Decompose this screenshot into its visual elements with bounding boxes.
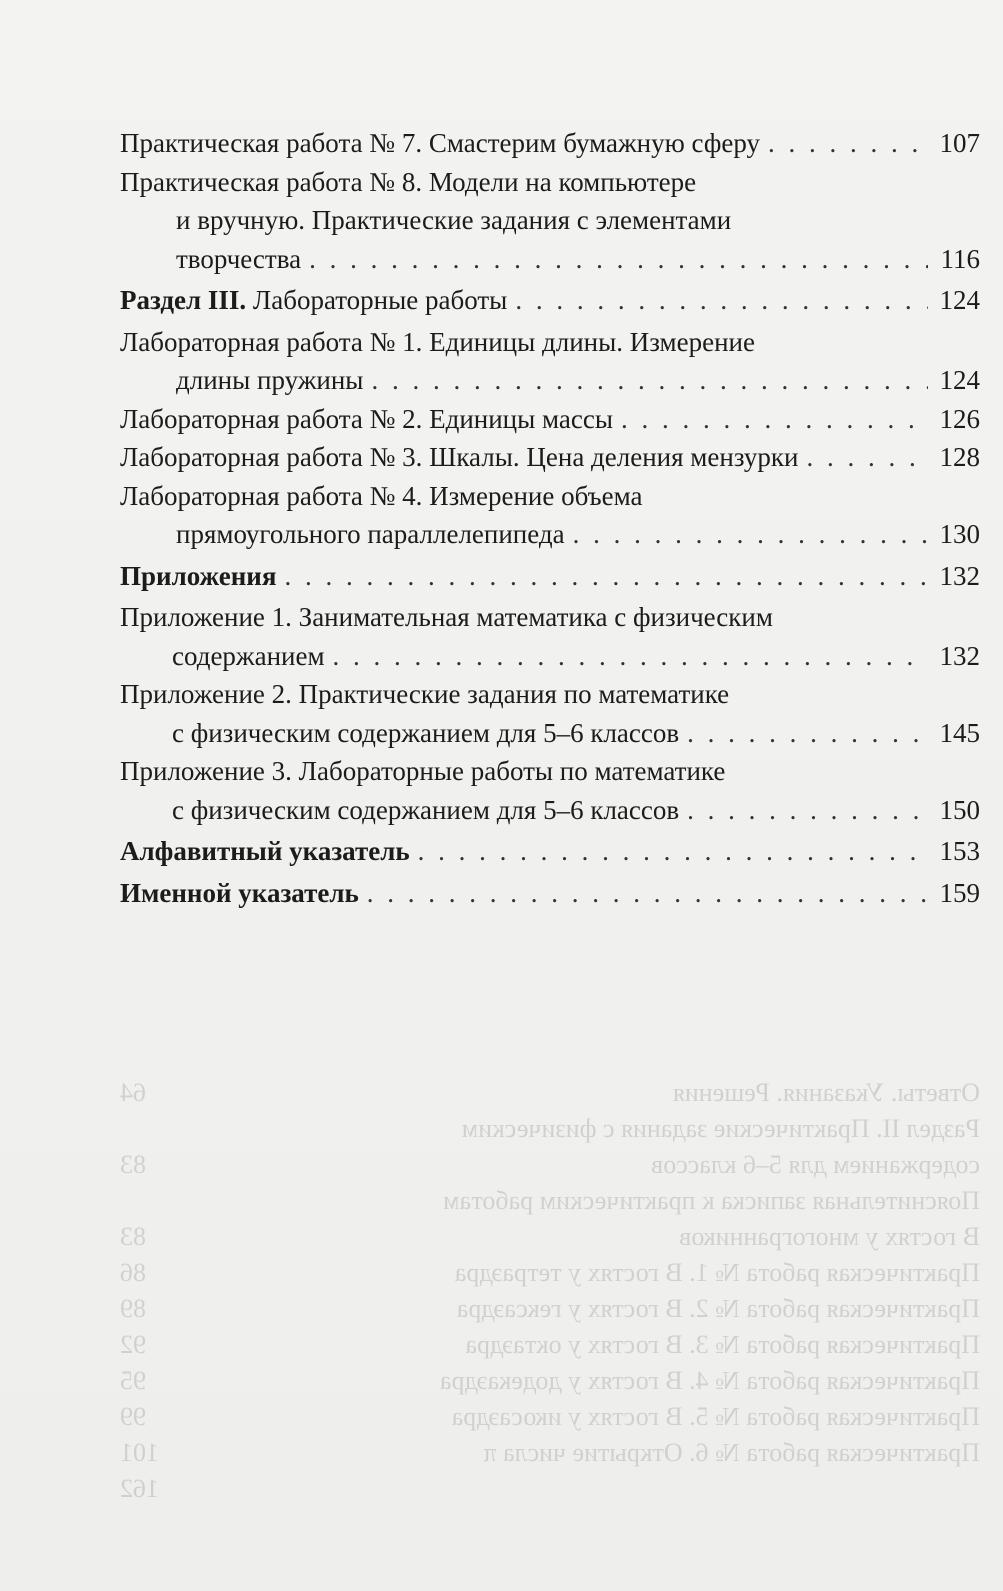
toc-entry-title: Лабораторная работа № 2. Единицы массы: [120, 403, 614, 434]
table-of-contents: [120, 124, 980, 912]
section-label: Раздел III.: [120, 285, 247, 315]
toc-entry-title: Лабораторная работа № 1. Единицы длины. Измерение: [120, 326, 755, 357]
toc-entry-section-3: [120, 281, 980, 320]
leader-dots: [768, 124, 928, 163]
toc-entry-lab-1: [120, 323, 980, 400]
toc-entry-lab-4: [120, 477, 980, 554]
toc-entry-title: Приложение 2. Практические задания по математике: [120, 679, 730, 709]
leader-dots: [309, 240, 928, 279]
leader-dots: [284, 557, 928, 596]
toc-entry-name-index: [120, 874, 980, 913]
ghost-line: содержанием для 5–6 классов 83: [120, 1150, 980, 1179]
section-title: Лабораторные работы: [246, 285, 508, 315]
toc-entry-title: Именной указатель: [120, 877, 359, 908]
toc-page-number: 124: [939, 365, 980, 395]
toc-entry-lab-3: [120, 438, 980, 477]
toc-entry-appendix-2: [120, 675, 980, 752]
ghost-line: 162: [120, 1474, 159, 1503]
toc-page-number: 128: [939, 442, 980, 472]
bleed-through-reverse-page: [120, 1075, 980, 1507]
toc-entry-title: Приложение 3. Лабораторные работы по математике: [120, 756, 726, 786]
ghost-line: Раздел II. Практические задания с физическим: [461, 1114, 980, 1143]
toc-entry-appendix-1: [120, 598, 980, 675]
toc-entry-title: Приложения: [120, 560, 277, 591]
toc-entry-title: Лабораторная работа № 3. Шкалы. Цена деления мензурки: [120, 442, 799, 472]
leader-dots: [687, 714, 928, 753]
toc-entry-title-continued: содержанием: [172, 640, 325, 671]
toc-entry-title: Практическая работа № 8. Модели на компьютере: [120, 166, 697, 197]
toc-entry-title-continued: и вручную. Практические задания с элементами: [176, 205, 732, 235]
toc-page-number: 150: [939, 794, 980, 825]
leader-dots: [333, 637, 928, 676]
ghost-line: Практическая работа № 2. В гостях у гексаэдра 89: [120, 1294, 980, 1323]
toc-entry-lab-2: [120, 400, 980, 439]
toc-entry-title: Алфавитный указатель: [120, 836, 410, 866]
ghost-line: Пояснительная записка к практическим работам: [443, 1186, 980, 1215]
leader-dots: [573, 515, 928, 554]
toc-entry-title: Лабораторная работа № 4. Измерение объема: [120, 480, 643, 511]
toc-entry-title-continued: длины пружины: [176, 365, 364, 395]
ghost-line: Практическая работа № 6. Открытие числа π 101: [120, 1438, 980, 1467]
leader-dots: [371, 361, 928, 400]
leader-dots: [621, 400, 928, 439]
toc-entry-title-continued: с физическим содержанием для 5–6 классов: [172, 717, 680, 748]
leader-dots: [515, 281, 928, 320]
leader-dots: [806, 438, 928, 477]
ghost-line: Ответы. Указания. Решения 64: [120, 1078, 980, 1107]
toc-entry-title-continued: с физическим содержанием для 5–6 классов: [172, 794, 680, 825]
leader-dots: [687, 791, 928, 830]
toc-entry-title: Практическая работа № 7. Смастерим бумажную сферу: [120, 128, 760, 158]
ghost-line: Практическая работа № 3. В гостях у октаэдра 92: [120, 1330, 980, 1359]
toc-page-number: 132: [939, 560, 980, 591]
ghost-line: В гостях у многогранников 83: [120, 1222, 980, 1251]
toc-entry-practical-8: [120, 163, 980, 279]
ghost-line: Практическая работа № 5. В гостях у икосаэдра 99: [120, 1402, 980, 1431]
toc-entry-title-continued: прямоугольного параллелепипеда: [176, 519, 565, 549]
ghost-line: Практическая работа № 1. В гостях у тетраэдра 86: [120, 1258, 980, 1287]
toc-page-number: 124: [939, 285, 980, 315]
toc-page-number: 145: [939, 717, 980, 748]
toc-page-number: 107: [939, 128, 980, 158]
toc-page-number: 153: [939, 836, 980, 866]
toc-page-number: 159: [939, 877, 980, 908]
toc-entry-alphabetical-index: [120, 832, 980, 871]
leader-dots: [418, 832, 928, 871]
toc-entry-appendix-3: [120, 752, 980, 829]
ghost-line: Практическая работа № 4. В гостях у додекаэдра 95: [120, 1366, 980, 1395]
toc-entry-appendices: [120, 557, 980, 596]
toc-page-number: 132: [939, 640, 980, 671]
toc-page-number: 130: [939, 519, 980, 549]
toc-entry-title: [120, 281, 507, 320]
toc-entry-title: Приложение 1. Занимательная математика с физическим: [120, 602, 773, 632]
toc-entry-title-continued: творчества: [176, 243, 302, 274]
toc-entry-practical-7: [120, 124, 980, 163]
leader-dots: [367, 874, 928, 913]
toc-page-number: 116: [940, 243, 980, 274]
toc-page-number: 126: [939, 403, 980, 434]
